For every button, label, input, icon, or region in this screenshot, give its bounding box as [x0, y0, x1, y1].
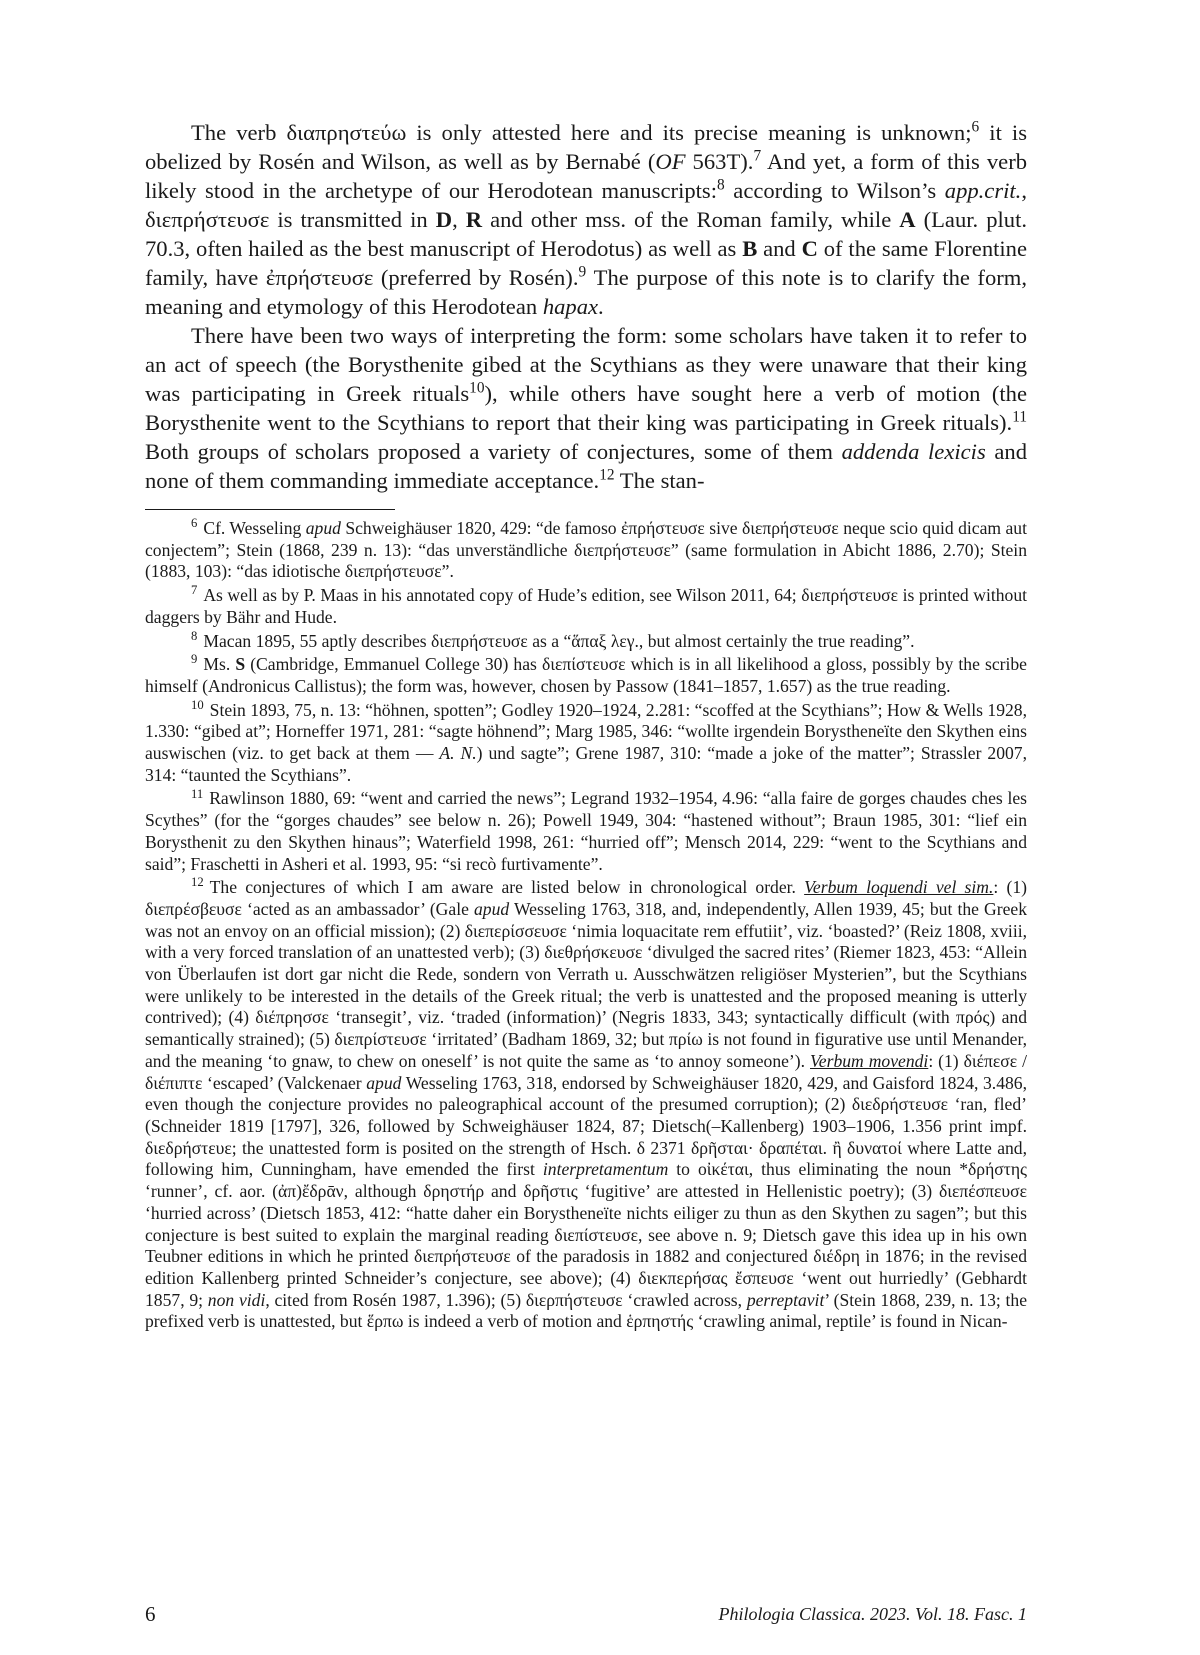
body-paragraph-1: The verb διαπρηστεύω is only attested here and its precise meaning is unknown;$^6$ it is obelized by Rosén and Wilson, as well as by Bernabé (OF 563T).$^7$ And yet, a form of this verb likely stood in the archetype of our Herodotean manuscripts:$^8$ according to Wilson’s app.crit., διεπρήστευσε is transmitted in D, R and other mss. of the Roman family, while A (Laur. plut. 70.3, often hailed as the best manuscript of Herodotus) as well as B and C of the same Florentine family, have ἐπρήστευσε (preferred by Rosén).$^9$ The purpose of this note is to clarify the form, meaning and etymology of this Herodotean hapax. [145, 118, 1028, 319]
footnote-ref-12[interactable]: 12 [599, 466, 615, 484]
footnote-number: 10 [191, 697, 204, 712]
manuscript-siglum-s: S [235, 654, 246, 675]
footnote-number: 11 [191, 786, 204, 801]
footnote-8: $^8$ Macan 1895, 55 aptly describes διεπρήστευσε as a “ἅπαξ λεγ., but almost certainly the true reading”. [191, 628, 915, 651]
footnote-ref-9[interactable]: 9 [578, 263, 587, 281]
footnote-10: $^{10}$ Stein 1893, 75, n. 13: “höhnen, spotten”; Godley 1920–1924, 2.281: “scoffed at the Scythians”; How & Wells 1928, 1.330: “gibed at”; Horneffer 1971, 281: “sagte höhnend”; Marg 1985, 346: “wollte irgendein Borystheneïte den Skythen eins auswischen (viz. to get back at them — A. N.) und sagte”; Grene 1987, 310: “made a joke of the matter”; Strassler 2007, 314: “taunted the Scythians”. [145, 697, 1028, 785]
page-number: 6 [145, 1602, 156, 1626]
manuscript-siglum-b: B [742, 236, 758, 261]
manuscript-siglum-c: C [801, 236, 818, 261]
footnote-9: $^9$ Ms. S (Cambridge, Emmanuel College 30) has διεπίστευσε which is in all likelihood a gloss, possibly by the scribe himself (Andronicus Callistus); the form was, however, chosen by Passow (1841–1857, 1.657) as the true reading. [145, 652, 1027, 696]
journal-citation: Philologia Classica. 2023. Vol. 18. Fasc. 1 [718, 1604, 1027, 1624]
manuscript-siglum-a: A [899, 207, 916, 232]
footnote-ref-8[interactable]: 8 [717, 176, 725, 194]
footnote-number: 12 [191, 875, 204, 890]
footnote-6: $^6$ Cf. Wesseling apud Schweighäuser 1820, 429: “de famoso ἐπρήστευσε sive διεπρήστευσε neque scio quid dicam aut conjectem”; Stein (1868, 239 n. 13): “das unverständliche διεπρήστευσε” (same formulation in Abicht 1886, 2.70); Stein (1883, 103): “das idiotische διεπρήστευσε”. [145, 516, 1027, 582]
section-heading-verbum-movendi: Verbum movendi [810, 1050, 929, 1071]
manuscript-siglum-d: D [435, 207, 453, 232]
footnote-ref-7[interactable]: 7 [753, 147, 762, 165]
footnote-number: 8 [191, 628, 198, 643]
footnote-separator [145, 509, 395, 510]
footnote-ref-6[interactable]: 6 [971, 118, 980, 136]
body-paragraph-2: There have been two ways of interpreting the form: some scholars have taken it to refer to an act of speech (the Borysthenite gibed at the Scythians as they were unaware that their king was participating in Greek rituals$^{10}$), while others have sought here a verb of motion (the Borysthenite went to the Scythians to report that their king was participating in Greek rituals).$^{11}$ Both groups of scholars proposed a variety of conjectures, some of them addenda lexicis and none of them commanding immediate acceptance.$^{12}$ The stan- [145, 323, 1027, 493]
page-footer [145, 1602, 1027, 1632]
section-heading-verbum-loquendi: Verbum loquendi vel sim. [804, 877, 994, 898]
footnote-ref-11[interactable]: 11 [1012, 408, 1027, 426]
footnote-number: 6 [191, 516, 198, 531]
manuscript-siglum-r: R [465, 207, 483, 232]
footnote-ref-10[interactable]: 10 [469, 379, 485, 397]
footnote-12: $^{12}$ The conjectures of which I am aware are listed below in chronological order. Verbum loquendi vel sim.: (1) διεπρέσβευσε ‘acted as an ambassador’ (Gale apud Wesseling 1763, 318, and, independently, Allen 1939, 45; but the Greek was not an envoy on an official mission); (2) διεπερίσσευσε ‘nimia loquacitate rem effutiit’, viz. ‘boasted?’ (Reiz 1808, xviii, with a very forced translation of an unattested verb); (3) διεθρήσκευσε ‘divulged the sacred rites’ (Riemer 1823, 453: “Allein von Überlaufen ist dort gar nicht die Rede, sondern von Verrath u. Ausschwätzen religiöser Mysterien”, but the Scythians were unlikely to be interested in the details of the Greek ritual; the verb is unattested and the proposed meaning is utterly contrived); (4) διέπρησσε ‘transegit’, viz. ‘traded (information)’ (Negris 1833, 343; syntactically difficult (with πρός) and semantically strained); (5) διεπρίστευσε ‘irritated’ (Badham 1869, 32; but πρίω is not found in figurative use until Menander, and the meaning ‘to gnaw, to chew on oneself’ is not quite the same as ‘to annoy someone’). Verbum movendi: (1) διέπεσε / διέπιπτε ‘escaped’ (Valckenaer apud Wesseling 1763, 318, endorsed by Schweighäuser 1820, 429, and Gaisford 1824, 3.486, even though the conjecture provides no paleographical account of the presumed corruption); (2) διεδρήστευσε ‘ran, fled’ (Schneider 1819 [1797], 326, followed by Schweighäuser 1824, 87; Dietsch(–Kallenberg) 1903–1906, 1.356 print impf. διεδρήστευε; the unattested form is posited on the strength of Hsch. δ 2371 δρῆσται· δραπέται. ἢ δυνατοί where Latte and, following him, Cunningham, have emended the first interpretamentum to οἰκέται, thus eliminating the noun *δρήστης ‘runner’, cf. aor. (ἀπ)ἔδρᾱν, although δρηστήρ and δρῆστις ‘fugitive’ are attested in Hellenistic poetry); (3) διεπέσπευσε ‘hurried across’ (Dietsch 1853, 412: “hatte daher ein Borystheneïte nichts eiliger zu thun as den Skythen zu sagen”; but this conjecture is best suited to explain the marginal reading διεπίστευσε, see above n. 9; Dietsch gave this idea up in his own Teubner editions in which he printed διεπρήστευσε of the paradosis in 1882 and conjectured διέδρη in 1876; in the revised edition Kallenberg printed Schneider’s conjecture, see above); (4) διεκπερήσας ἔσπευσε ‘went out hurriedly’ (Gebhardt 1857, 9; non vidi, cited from Rosén 1987, 1.396); (5) διερπήστευσε ‘crawled across, perreptavit’ (Stein 1868, 239, n. 13; the prefixed verb is unattested, but ἕρπω is indeed a verb of motion and ἑρπηστής ‘crawling animal, reptile’ is found in Nican- [145, 875, 1028, 1332]
footnote-11: $^{11}$ Rawlinson 1880, 69: “went and carried the news”; Legrand 1932–1954, 4.96: “alla faire de gorges chaudes ches les Scythes” (for the “gorges chaudes” see below n. 26); Powell 1949, 304: “hastened without”; Braun 1985, 301: “lief ein Borysthenit zu den Skythen hinaus”; Waterfield 1998, 261: “hurried off”; Mensch 2014, 229: “went to the Scythians and said”; Fraschetti in Asheri et al. 1993, 95: “si recò furtivamente”. [145, 786, 1027, 874]
footnote-number: 7 [191, 583, 198, 598]
page-content [145, 118, 1027, 1335]
footnote-7: $^7$ As well as by P. Maas in his annotated copy of Hude’s edition, see Wilson 2011, 64; διεπρήστευσε is printed without daggers by Bähr and Hude. [145, 583, 1027, 627]
footnote-number: 9 [191, 652, 198, 667]
